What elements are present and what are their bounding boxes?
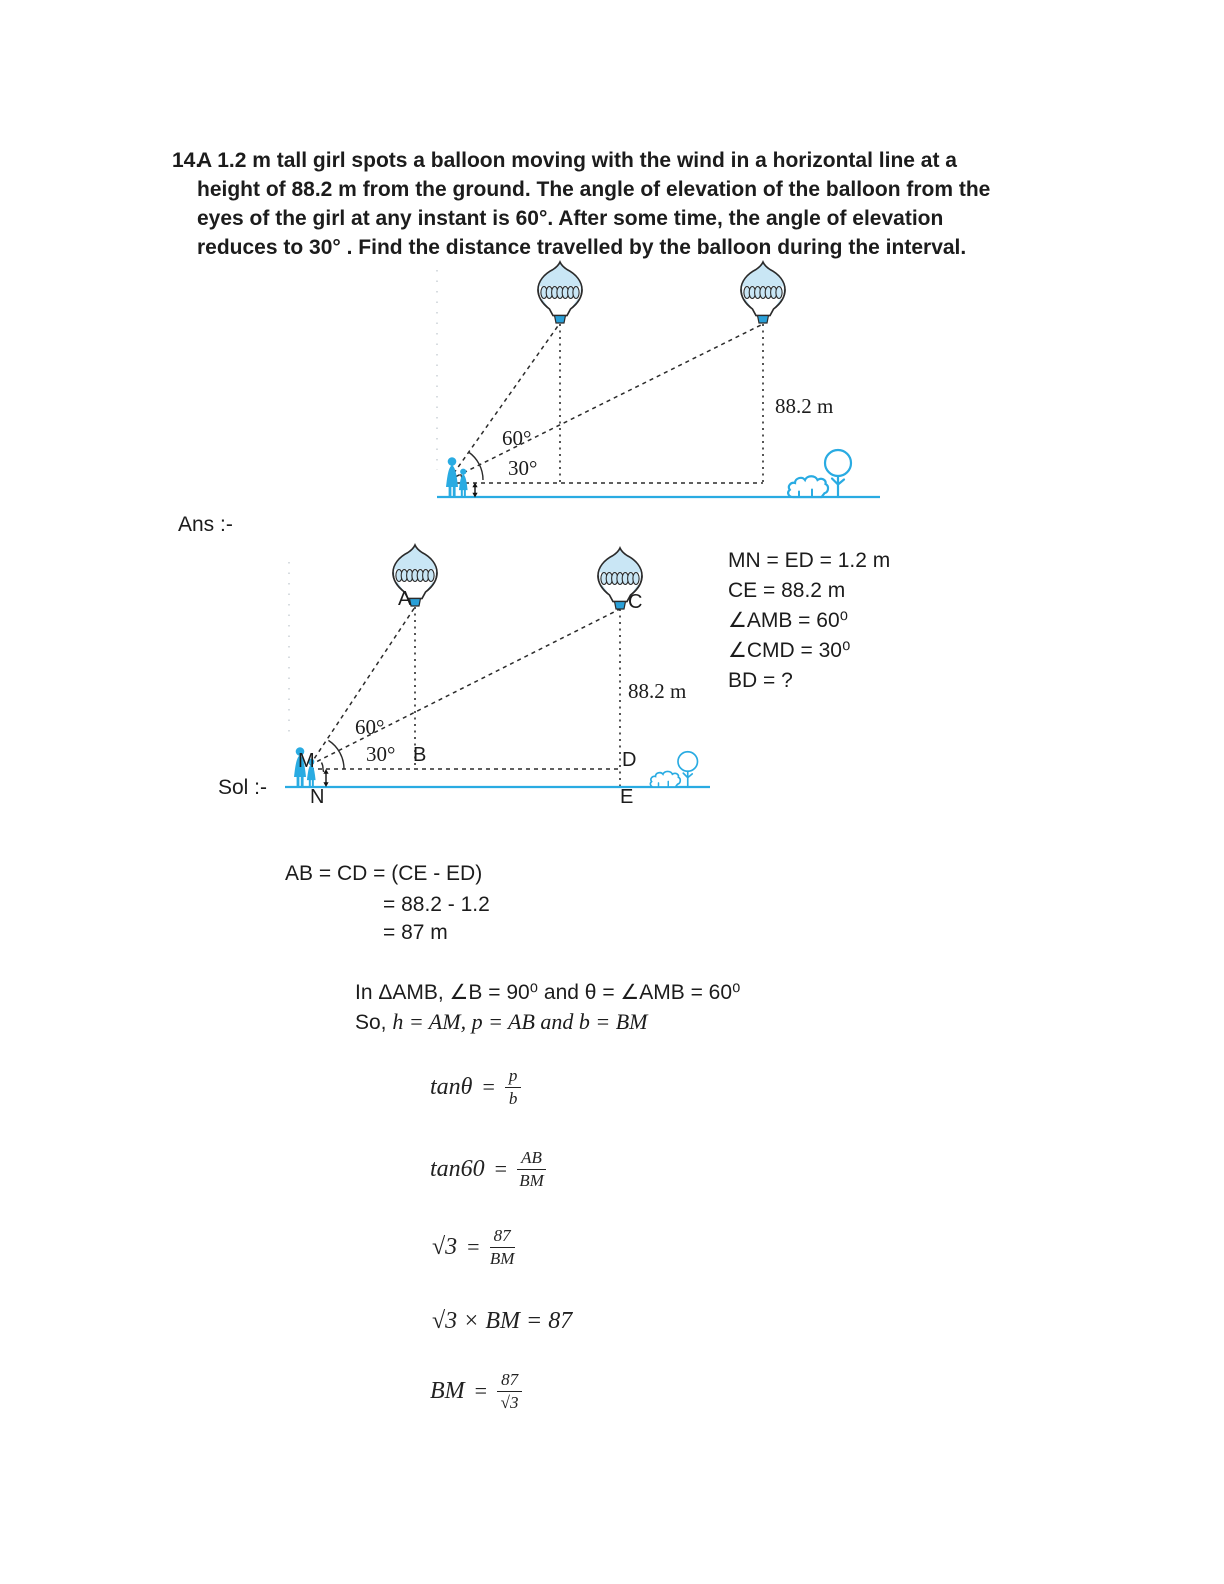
equals-sign: =: [482, 1074, 495, 1100]
sightline-30: [449, 324, 763, 480]
fraction-denominator: b: [508, 1088, 518, 1108]
height-label: 88.2 m: [628, 679, 687, 703]
solution-step-4: In ΔAMB, ∠B = 90⁰ and θ = ∠AMB = 60⁰: [355, 981, 741, 1004]
problem-line-text: A 1.2 m tall girl spots a balloon moving with the wind in a horizontal line at a: [197, 149, 957, 172]
fraction-numerator: p: [505, 1066, 522, 1088]
problem-line: reduces to 30° . Find the distance travelled by the balloon during the interval.: [197, 236, 967, 259]
fraction-numerator: 87: [490, 1226, 515, 1248]
point-label-B: B: [413, 744, 427, 766]
equation-linear: √3 × BM = 87: [432, 1308, 573, 1334]
problem-statement: [172, 146, 990, 262]
problem-line: [172, 146, 990, 175]
answer-diagram: [280, 540, 720, 808]
equals-sign: =: [494, 1156, 508, 1182]
sightline-60: [310, 607, 415, 765]
angle-arc-60: [328, 740, 344, 769]
given-line: MN = ED = 1.2 m: [728, 549, 891, 572]
angle-label-30: 30°: [508, 456, 538, 480]
step5-prefix: So,: [355, 1011, 393, 1034]
fraction: [505, 1066, 522, 1108]
given-line: CE = 88.2 m: [728, 579, 846, 602]
solution-step-2: = 88.2 - 1.2: [383, 893, 490, 916]
observer-girl-icon: [446, 457, 468, 497]
height-arrow: [472, 483, 477, 498]
equation-sqrt3: [432, 1226, 515, 1268]
fraction: [497, 1370, 522, 1412]
point-label-A: A: [398, 588, 412, 610]
angle-arc-30: [322, 763, 324, 773]
solution-step-1: AB = CD = (CE - ED): [285, 862, 483, 885]
balloon-icon: [741, 262, 785, 323]
height-label: 88.2 m: [775, 394, 834, 418]
angle-arc-60: [469, 452, 484, 480]
fraction-denominator: √3: [500, 1392, 519, 1412]
problem-line: height of 88.2 m from the ground. The angle of elevation of the balloon from the: [197, 178, 991, 201]
step5-math: h = AM, p = AB and b = BM: [392, 1009, 648, 1034]
fraction-denominator: BM: [489, 1248, 515, 1268]
eq-lhs: √3: [432, 1233, 458, 1260]
eq-lhs: tan60: [430, 1155, 485, 1182]
problem-number: 14.: [172, 149, 202, 172]
angle-label-30: 30°: [366, 742, 396, 766]
equation-bm: [430, 1370, 522, 1412]
fraction-numerator: AB: [517, 1148, 546, 1170]
sol-label: Sol :-: [218, 776, 268, 799]
balloon-icon: [538, 262, 582, 323]
fraction-numerator: 87: [497, 1370, 522, 1392]
point-label-E: E: [620, 786, 634, 808]
angle-label-60: 60°: [502, 426, 532, 450]
sightline-30: [310, 609, 620, 765]
angle-label-60: 60°: [355, 715, 385, 739]
trees-icon: [650, 752, 697, 787]
given-values: [728, 546, 890, 696]
problem-line: eyes of the girl at any instant is 60°. After some time, the angle of elevation: [197, 207, 944, 230]
equals-sign: =: [474, 1378, 488, 1404]
question-diagram: [420, 256, 890, 506]
equation-tan-theta: [430, 1066, 521, 1108]
point-label-D: D: [622, 749, 637, 771]
ans-label: Ans :-: [178, 513, 233, 536]
equation-tan60: [430, 1148, 546, 1190]
solution-step-3: = 87 m: [383, 921, 448, 944]
given-line: ∠AMB = 60⁰: [728, 609, 849, 632]
point-label-C: C: [628, 591, 643, 613]
eq-lhs: BM: [430, 1377, 465, 1404]
equals-sign: =: [467, 1234, 480, 1260]
fraction: [517, 1148, 546, 1190]
trees-icon: [788, 450, 851, 497]
given-line: BD = ?: [728, 669, 793, 692]
fraction-denominator: BM: [519, 1170, 544, 1190]
given-line: ∠CMD = 30⁰: [728, 639, 851, 662]
point-label-N: N: [310, 786, 325, 808]
fraction: [490, 1226, 515, 1268]
solution-step-5: [355, 1009, 648, 1035]
point-label-M: M: [298, 750, 315, 772]
eq-lhs: tanθ: [430, 1073, 473, 1100]
sightline-60: [449, 323, 560, 480]
